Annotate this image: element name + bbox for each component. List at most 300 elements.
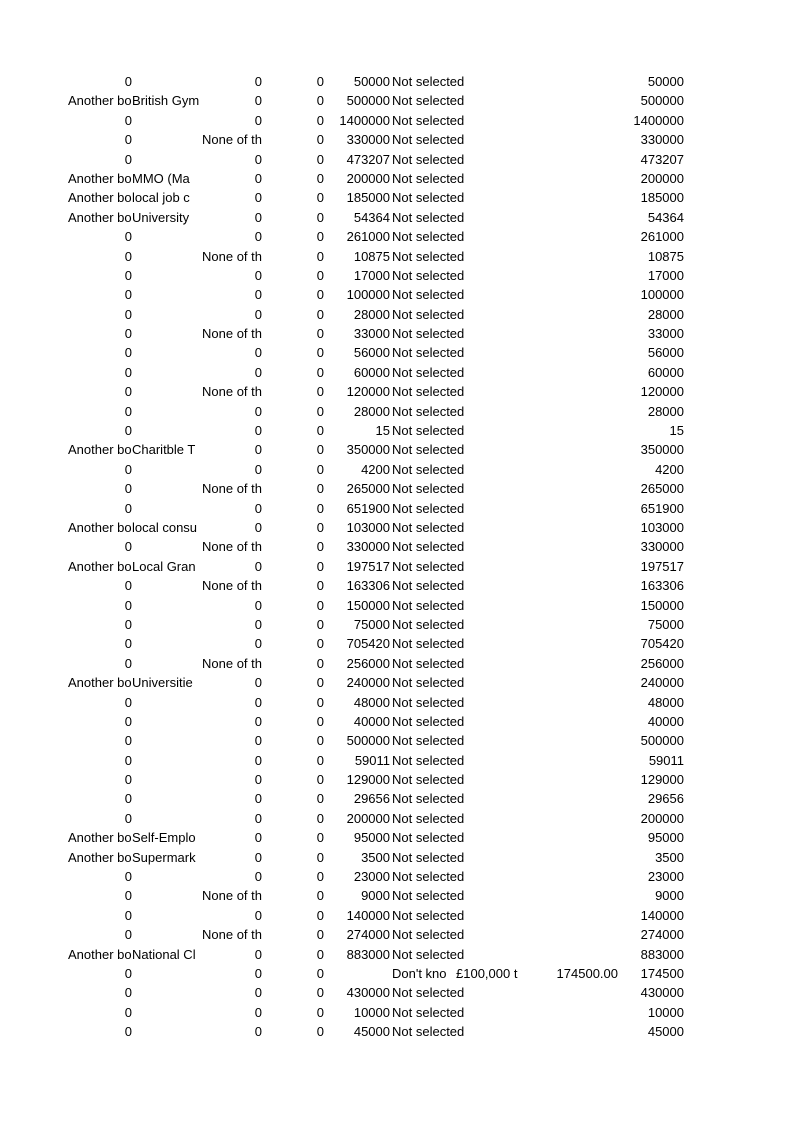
cell-col-5: Not selected — [392, 326, 465, 342]
cell-col-6 — [456, 751, 522, 770]
cell-col-3: 0 — [316, 694, 324, 710]
cell-col-3: 0 — [316, 985, 324, 1001]
cell-col-5: Don't kno — [392, 965, 447, 981]
cell-col-7 — [522, 751, 618, 770]
cell-col-2: 0 — [254, 597, 262, 613]
table-row — [0, 731, 800, 750]
cell-col-6 — [456, 285, 522, 304]
cell-col-8: 29656 — [647, 791, 684, 807]
cell-col-8: 174500 — [640, 965, 684, 981]
cell-col-7 — [522, 848, 618, 867]
cell-col-2b: 0 — [254, 170, 262, 186]
cell-col-3: 0 — [316, 752, 324, 768]
cell-col-1: 0 — [124, 461, 132, 477]
cell-col-4 — [324, 964, 390, 983]
cell-col-1: 0 — [124, 500, 132, 516]
cell-col-5: Not selected — [392, 306, 465, 322]
cell-col-8: 15 — [669, 423, 684, 439]
cell-col-2b: 0 — [254, 675, 262, 691]
cell-col-4: 10875 — [353, 248, 390, 264]
cell-col-3: 0 — [316, 539, 324, 555]
cell-col-4: 430000 — [346, 985, 390, 1001]
cell-col-2: MMO (Ma — [132, 170, 190, 186]
cell-col-8: 500000 — [640, 93, 684, 109]
cell-col-5: Not selected — [392, 946, 465, 962]
cell-col-8: 17000 — [647, 267, 684, 283]
cell-col-4: 185000 — [346, 190, 390, 206]
cell-col-4: 274000 — [346, 927, 390, 943]
cell-col-5: Not selected — [392, 888, 465, 904]
table-row — [0, 596, 800, 615]
cell-col-1: 0 — [124, 733, 132, 749]
cell-col-2: 0 — [254, 364, 262, 380]
cell-col-3: 0 — [316, 927, 324, 943]
table-row — [0, 111, 800, 130]
cell-col-5: Not selected — [392, 772, 465, 788]
cell-col-4: 60000 — [353, 364, 390, 380]
cell-col-8: 651900 — [640, 500, 684, 516]
cell-col-4: 197517 — [346, 558, 390, 574]
cell-col-5: Not selected — [392, 907, 465, 923]
cell-col-6 — [456, 343, 522, 362]
cell-col-2: 0 — [254, 772, 262, 788]
table-row — [0, 537, 800, 556]
cell-col-8: 240000 — [640, 675, 684, 691]
cell-col-3: 0 — [316, 713, 324, 729]
cell-col-8: 3500 — [655, 849, 684, 865]
cell-col-6 — [456, 925, 522, 944]
cell-col-2: 0 — [254, 306, 262, 322]
cell-col-5: Not selected — [392, 985, 465, 1001]
cell-col-2: 0 — [254, 1024, 262, 1040]
cell-col-6 — [456, 634, 522, 653]
table-row — [0, 208, 800, 227]
cell-col-6 — [456, 983, 522, 1002]
cell-col-6 — [456, 169, 522, 188]
cell-col-7 — [522, 440, 618, 459]
table-row — [0, 789, 800, 808]
table-row — [0, 72, 800, 91]
cell-col-2b: 0 — [254, 209, 262, 225]
cell-col-8: 60000 — [647, 364, 684, 380]
cell-col-6 — [456, 72, 522, 91]
cell-col-6 — [456, 499, 522, 518]
cell-col-3: 0 — [316, 946, 324, 962]
cell-col-7 — [522, 518, 618, 537]
cell-col-6: £100,000 t — [456, 965, 518, 981]
cell-col-6 — [456, 460, 522, 479]
cell-col-5: Not selected — [392, 403, 465, 419]
cell-col-8: 265000 — [640, 481, 684, 497]
cell-col-3: 0 — [316, 423, 324, 439]
cell-col-4: 500000 — [346, 733, 390, 749]
cell-col-3: 0 — [316, 287, 324, 303]
cell-col-1: 0 — [124, 132, 132, 148]
cell-col-3: 0 — [316, 965, 324, 981]
cell-col-5: Not selected — [392, 810, 465, 826]
cell-col-4: 129000 — [346, 772, 390, 788]
cell-col-3: 0 — [316, 888, 324, 904]
cell-col-2: 0 — [254, 267, 262, 283]
cell-col-8: 330000 — [640, 132, 684, 148]
cell-col-4: 140000 — [346, 907, 390, 923]
cell-col-1: 0 — [124, 151, 132, 167]
cell-col-1: Another bo — [68, 849, 132, 865]
cell-col-8: 185000 — [640, 190, 684, 206]
table-row — [0, 130, 800, 149]
cell-col-1: 0 — [124, 112, 132, 128]
cell-col-4: 240000 — [346, 675, 390, 691]
table-row — [0, 421, 800, 440]
cell-col-7: 174500.00 — [556, 965, 618, 981]
cell-col-5: Not selected — [392, 597, 465, 613]
cell-col-4: 50000 — [353, 74, 390, 89]
cell-col-2: 0 — [254, 694, 262, 710]
cell-col-6 — [456, 712, 522, 731]
cell-col-8: 4200 — [655, 461, 684, 477]
table-row — [0, 925, 800, 944]
cell-col-1: 0 — [124, 423, 132, 439]
cell-col-5: Not selected — [392, 1024, 465, 1040]
table-row — [0, 867, 800, 886]
cell-col-2: 0 — [254, 74, 262, 89]
cell-col-3: 0 — [316, 209, 324, 225]
cell-col-7 — [522, 150, 618, 169]
cell-col-8: 140000 — [640, 907, 684, 923]
cell-col-2: Charitble T — [132, 442, 196, 458]
cell-col-8: 28000 — [647, 306, 684, 322]
cell-col-5: Not selected — [392, 209, 465, 225]
table-row — [0, 343, 800, 362]
cell-col-6 — [456, 906, 522, 925]
cell-col-5: Not selected — [392, 500, 465, 516]
cell-col-8: 48000 — [647, 694, 684, 710]
cell-col-2: Self-Emplo — [132, 830, 196, 846]
cell-col-4: 17000 — [353, 267, 390, 283]
cell-col-3: 0 — [316, 772, 324, 788]
cell-col-2: 0 — [254, 345, 262, 361]
cell-col-3: 0 — [316, 733, 324, 749]
cell-col-3: 0 — [316, 1024, 324, 1040]
cell-col-3: 0 — [316, 326, 324, 342]
cell-col-4: 256000 — [346, 655, 390, 671]
cell-col-1: 0 — [124, 869, 132, 885]
cell-col-5: Not selected — [392, 170, 465, 186]
cell-col-1: 0 — [124, 1024, 132, 1040]
table-row — [0, 693, 800, 712]
cell-col-1: Another bo — [68, 675, 132, 691]
cell-col-7 — [522, 1003, 618, 1022]
cell-col-6 — [456, 886, 522, 905]
cell-col-1: 0 — [124, 403, 132, 419]
cell-col-2b: 0 — [254, 442, 262, 458]
cell-col-5: Not selected — [392, 248, 465, 264]
cell-col-2: Universitie — [132, 675, 193, 691]
cell-col-8: 45000 — [647, 1024, 684, 1040]
cell-col-1: Another bo — [68, 93, 132, 109]
cell-col-2: None of th — [202, 655, 262, 671]
cell-col-7 — [522, 324, 618, 343]
cell-col-6 — [456, 440, 522, 459]
cell-col-1: 0 — [124, 985, 132, 1001]
table-row — [0, 150, 800, 169]
cell-col-1: 0 — [124, 636, 132, 652]
cell-col-7 — [522, 91, 618, 110]
cell-col-5: Not selected — [392, 616, 465, 632]
cell-col-3: 0 — [316, 869, 324, 885]
cell-col-7 — [522, 596, 618, 615]
cell-col-2: None of th — [202, 132, 262, 148]
cell-col-4: 15 — [375, 423, 390, 439]
cell-col-6 — [456, 111, 522, 130]
cell-col-8: 200000 — [640, 170, 684, 186]
cell-col-2: 0 — [254, 713, 262, 729]
cell-col-2: None of th — [202, 927, 262, 943]
cell-col-1: 0 — [124, 287, 132, 303]
cell-col-4: 163306 — [346, 578, 390, 594]
cell-col-7 — [522, 111, 618, 130]
cell-col-7 — [522, 208, 618, 227]
cell-col-2b: 0 — [254, 830, 262, 846]
cell-col-4: 350000 — [346, 442, 390, 458]
cell-col-1: 0 — [124, 306, 132, 322]
table-row — [0, 712, 800, 731]
table-row — [0, 460, 800, 479]
cell-col-6 — [456, 537, 522, 556]
cell-col-8: 150000 — [640, 597, 684, 613]
cell-col-6 — [456, 247, 522, 266]
cell-col-6 — [456, 479, 522, 498]
cell-col-1: Another bo — [68, 170, 132, 186]
cell-col-2: 0 — [254, 791, 262, 807]
cell-col-2: None of th — [202, 888, 262, 904]
cell-col-7 — [522, 789, 618, 808]
cell-col-8: 54364 — [647, 209, 684, 225]
cell-col-6 — [456, 382, 522, 401]
table-row — [0, 770, 800, 789]
cell-col-3: 0 — [316, 519, 324, 535]
cell-col-2: British Gym — [132, 93, 200, 109]
cell-col-5: Not selected — [392, 1004, 465, 1020]
cell-col-1: 0 — [124, 888, 132, 904]
cell-col-4: 9000 — [361, 888, 390, 904]
cell-col-3: 0 — [316, 578, 324, 594]
cell-col-7 — [522, 654, 618, 673]
cell-col-5: Not selected — [392, 849, 465, 865]
cell-col-7 — [522, 285, 618, 304]
cell-col-7 — [522, 945, 618, 964]
cell-col-4: 40000 — [353, 713, 390, 729]
cell-col-2: None of th — [202, 326, 262, 342]
cell-col-2: 0 — [254, 869, 262, 885]
table-row — [0, 499, 800, 518]
cell-col-1: 0 — [124, 539, 132, 555]
cell-col-8: 256000 — [640, 655, 684, 671]
cell-col-6 — [456, 208, 522, 227]
cell-col-3: 0 — [316, 229, 324, 245]
table-row — [0, 247, 800, 266]
cell-col-7 — [522, 634, 618, 653]
cell-col-6 — [456, 848, 522, 867]
cell-col-7 — [522, 305, 618, 324]
cell-col-3: 0 — [316, 112, 324, 128]
cell-col-1: 0 — [124, 229, 132, 245]
cell-col-6 — [456, 945, 522, 964]
cell-col-4: 100000 — [346, 287, 390, 303]
cell-col-1: Another bo — [68, 558, 132, 574]
cell-col-6 — [456, 615, 522, 634]
cell-col-1: 0 — [124, 578, 132, 594]
cell-col-1: 0 — [124, 907, 132, 923]
cell-col-4: 4200 — [361, 461, 390, 477]
cell-col-5: Not selected — [392, 74, 465, 89]
cell-col-5: Not selected — [392, 384, 465, 400]
cell-col-1: 0 — [124, 927, 132, 943]
cell-col-4: 45000 — [353, 1024, 390, 1040]
cell-col-1: Another bo — [68, 442, 132, 458]
cell-col-3: 0 — [316, 849, 324, 865]
cell-col-8: 129000 — [640, 772, 684, 788]
cell-col-7 — [522, 615, 618, 634]
cell-col-5: Not selected — [392, 364, 465, 380]
cell-col-6 — [456, 693, 522, 712]
table-row — [0, 382, 800, 401]
cell-col-7 — [522, 460, 618, 479]
cell-col-5: Not selected — [392, 461, 465, 477]
cell-col-3: 0 — [316, 907, 324, 923]
cell-col-5: Not selected — [392, 519, 465, 535]
cell-col-8: 261000 — [640, 229, 684, 245]
cell-col-3: 0 — [316, 74, 324, 89]
cell-col-7 — [522, 343, 618, 362]
cell-col-7 — [522, 673, 618, 692]
cell-col-7 — [522, 402, 618, 421]
cell-col-4: 56000 — [353, 345, 390, 361]
cell-col-6 — [456, 596, 522, 615]
cell-col-2: 0 — [254, 151, 262, 167]
cell-col-8: 500000 — [640, 733, 684, 749]
cell-col-3: 0 — [316, 364, 324, 380]
cell-col-4: 103000 — [346, 519, 390, 535]
cell-col-2b: 0 — [254, 946, 262, 962]
cell-col-7 — [522, 188, 618, 207]
table-row — [0, 634, 800, 653]
table-row — [0, 169, 800, 188]
cell-col-5: Not selected — [392, 190, 465, 206]
cell-col-7 — [522, 693, 618, 712]
cell-col-2: University — [132, 209, 190, 225]
cell-col-3: 0 — [316, 558, 324, 574]
table-row — [0, 673, 800, 692]
cell-col-4: 75000 — [353, 616, 390, 632]
cell-col-3: 0 — [316, 481, 324, 497]
cell-col-7 — [522, 247, 618, 266]
cell-col-1: 0 — [124, 481, 132, 497]
table-row — [0, 964, 800, 983]
cell-col-6 — [456, 402, 522, 421]
cell-col-8: 197517 — [640, 558, 684, 574]
cell-col-1: Another bo — [68, 519, 132, 535]
cell-col-4: 261000 — [346, 229, 390, 245]
cell-col-8: 28000 — [647, 403, 684, 419]
cell-col-4: 29656 — [353, 791, 390, 807]
cell-col-5: Not selected — [392, 869, 465, 885]
cell-col-2: 0 — [254, 752, 262, 768]
cell-col-3: 0 — [316, 384, 324, 400]
cell-col-7 — [522, 770, 618, 789]
cell-col-8: 430000 — [640, 985, 684, 1001]
cell-col-4: 200000 — [346, 170, 390, 186]
cell-col-2: 0 — [254, 403, 262, 419]
cell-col-1: 0 — [124, 326, 132, 342]
table-row — [0, 751, 800, 770]
cell-col-5: Not selected — [392, 636, 465, 652]
cell-col-7 — [522, 169, 618, 188]
cell-col-8: 23000 — [647, 869, 684, 885]
table-row — [0, 91, 800, 110]
cell-col-7 — [522, 266, 618, 285]
cell-col-6 — [456, 518, 522, 537]
cell-col-4: 59011 — [354, 752, 390, 768]
table-row — [0, 188, 800, 207]
cell-col-3: 0 — [316, 616, 324, 632]
cell-col-6 — [456, 828, 522, 847]
cell-col-8: 350000 — [640, 442, 684, 458]
cell-col-4: 330000 — [346, 539, 390, 555]
cell-col-8: 1400000 — [633, 112, 684, 128]
cell-col-2: 0 — [254, 907, 262, 923]
cell-col-5: Not selected — [392, 132, 465, 148]
cell-col-4: 500000 — [346, 93, 390, 109]
table-row — [0, 654, 800, 673]
cell-col-7 — [522, 479, 618, 498]
cell-col-2: 0 — [254, 461, 262, 477]
cell-col-4: 150000 — [346, 597, 390, 613]
cell-col-1: 0 — [124, 713, 132, 729]
cell-col-2: None of th — [202, 539, 262, 555]
cell-col-6 — [456, 266, 522, 285]
cell-col-5: Not selected — [392, 481, 465, 497]
cell-col-2b: 0 — [254, 558, 262, 574]
cell-col-4: 33000 — [353, 326, 390, 342]
cell-col-1: 0 — [124, 791, 132, 807]
cell-col-8: 883000 — [640, 946, 684, 962]
cell-col-1: 0 — [124, 616, 132, 632]
cell-col-8: 705420 — [640, 636, 684, 652]
cell-col-1: 0 — [124, 772, 132, 788]
cell-col-3: 0 — [316, 597, 324, 613]
cell-col-1: 0 — [124, 364, 132, 380]
cell-col-3: 0 — [316, 306, 324, 322]
cell-col-7 — [522, 712, 618, 731]
table-row — [0, 557, 800, 576]
cell-col-7 — [522, 421, 618, 440]
table-row — [0, 305, 800, 324]
cell-col-2: local consu — [132, 519, 198, 535]
cell-col-1: Another bo — [68, 190, 132, 206]
cell-col-5: Not selected — [392, 578, 465, 594]
cell-col-5: Not selected — [392, 558, 465, 574]
cell-col-7 — [522, 576, 618, 595]
cell-col-2b: 0 — [254, 519, 262, 535]
cell-col-1: 0 — [124, 597, 132, 613]
cell-col-1: Another bo — [68, 209, 132, 225]
cell-col-1: 0 — [124, 655, 132, 671]
cell-col-6 — [456, 867, 522, 886]
cell-col-2: 0 — [254, 985, 262, 1001]
table-row — [0, 906, 800, 925]
cell-col-2: 0 — [254, 229, 262, 245]
